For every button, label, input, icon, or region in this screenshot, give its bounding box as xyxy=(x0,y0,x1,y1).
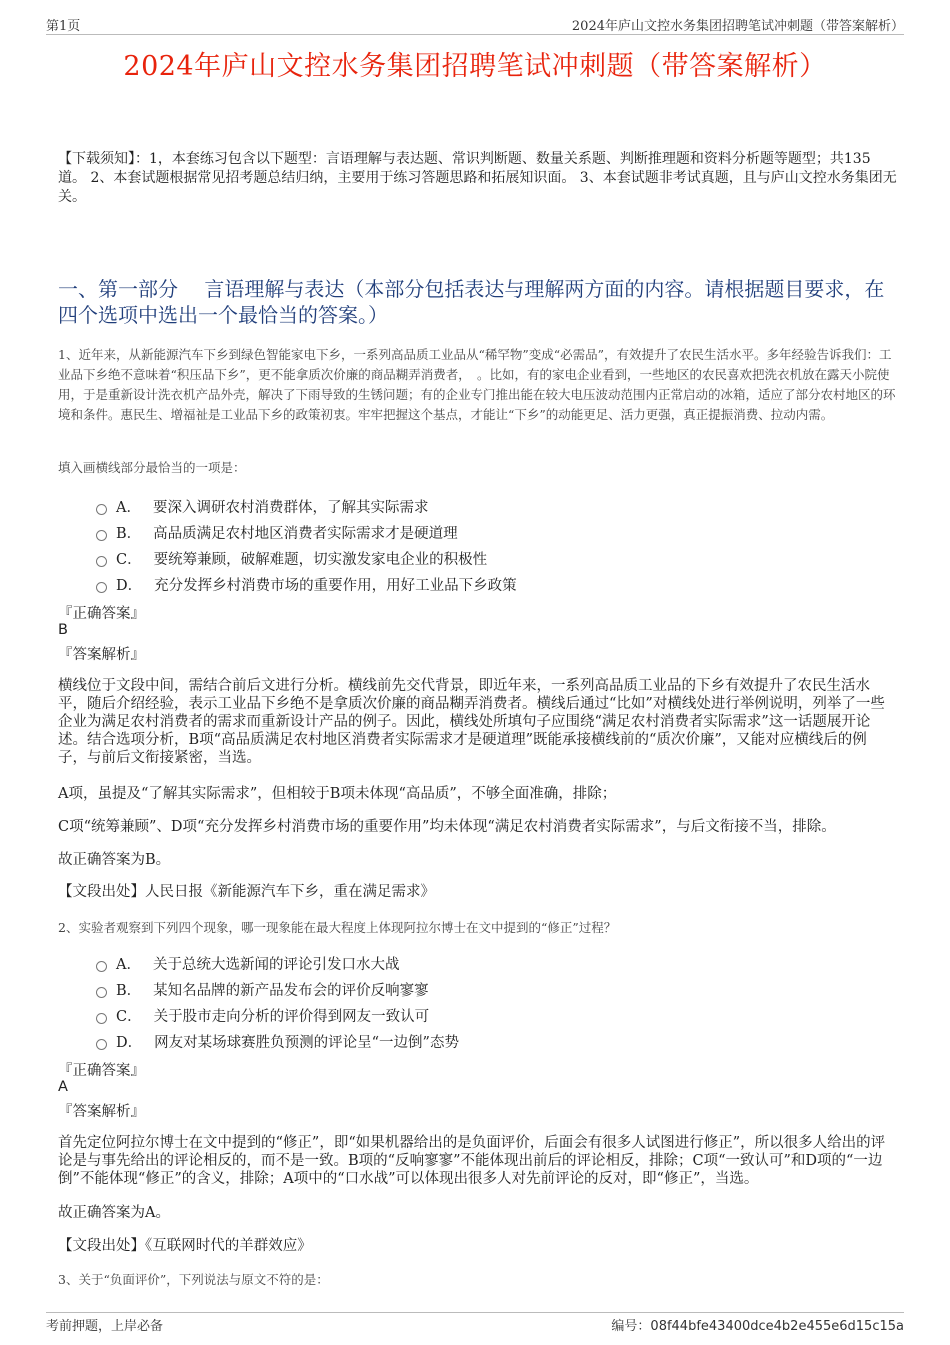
question-1-prompt: 填入画横线部分最恰当的一项是： xyxy=(58,460,246,475)
analysis-conclusion: 故正确答案为B。 xyxy=(58,852,171,868)
radio-icon[interactable] xyxy=(96,1039,107,1050)
download-notice: 【下载须知】：1，本套练习包含以下题型：言语理解与表达题、常识判断题、数量关系题、判断推理题和资料分析题等题型；共135道。 2、本套试题根据常见招考题总结归纳，主要用于练习答题思路和拓展知识面。 3、本套试题非考试真题，且与庐山文控水务集团无关。 xyxy=(58,151,897,205)
analysis-paragraph: 横线位于文段中间，需结合前后文进行分析。横线前先交代背景，即近年来，一系列高品质工业品的下乡有效提升了农民生活水平，随后介绍经验，表示工业品下乡绝不是拿质次价廉的商品糊弄消费者。横线后通过“比如”对横线处进行举例说明，列举了一些企业为满足农村消费者的需求而重新设计产品的例子。因此，横线处所填句子应围绕“满足农村消费者实际需求”这一话题展开论述。结合选项分析，B项“高品质满足农村地区消费者实际需求才是硬道理”既能承接横线前的“质次价廉”，又能对应横线后的例子，与前后文衔接紧密，当选。 xyxy=(58,678,885,766)
option-key: B． xyxy=(116,525,142,542)
analysis-paragraph: A项，虽提及“了解其实际需求”，但相较于B项未体现“高品质”，不够全面准确，排除； xyxy=(58,786,617,802)
option-text: 网友对某场球赛胜负预测的评论呈“一边倒”态势 xyxy=(154,1034,459,1051)
option-d[interactable] xyxy=(96,571,876,597)
option-a[interactable] xyxy=(96,493,876,519)
option-text: 关于总统大选新闻的评论引发口水大战 xyxy=(152,956,400,973)
page-title: 2024年庐山文控水务集团招聘笔试冲刺题（带答案解析） xyxy=(123,51,827,82)
footer-code xyxy=(611,1315,904,1334)
question-2-stem: 2、实验者观察到下列四个现象，哪一现象能在最大程度上体现阿拉尔博士在文中提到的“修正”过程？ xyxy=(58,920,617,935)
page-number: 第1页 xyxy=(46,19,81,34)
radio-icon[interactable] xyxy=(96,1013,107,1024)
source-citation: 【文段出处】《互联网时代的羊群效应》 xyxy=(58,1238,312,1254)
radio-icon[interactable] xyxy=(96,582,107,593)
correct-answer-label: 『正确答案』 xyxy=(58,1063,145,1079)
footer-code-label: 编号： xyxy=(611,1319,651,1334)
option-key: B． xyxy=(116,982,142,999)
option-a[interactable] xyxy=(96,950,876,976)
option-c[interactable] xyxy=(96,545,876,571)
correct-answer: B xyxy=(58,622,68,638)
option-text: 高品质满足农村地区消费者实际需求才是硬道理 xyxy=(153,525,458,542)
question-1-options xyxy=(96,493,876,597)
question-2-options xyxy=(96,950,876,1054)
option-b[interactable] xyxy=(96,976,876,1002)
analysis-label: 『答案解析』 xyxy=(58,1104,145,1120)
radio-icon[interactable] xyxy=(96,504,107,515)
analysis-paragraph: C项“统筹兼顾”、D项“充分发挥乡村消费市场的重要作用”均未体现“满足农村消费者实际需求”，与后文衔接不当，排除。 xyxy=(58,819,836,835)
header-doc-title: 2024年庐山文控水务集团招聘笔试冲刺题（带答案解析） xyxy=(571,19,904,34)
option-key: A． xyxy=(116,956,141,973)
page-footer xyxy=(46,1312,904,1333)
option-key: C． xyxy=(116,1008,142,1025)
footer-slogan: 考前押题，上岸必备 xyxy=(46,1319,164,1334)
radio-icon[interactable] xyxy=(96,556,107,567)
option-d[interactable] xyxy=(96,1028,876,1054)
option-c[interactable] xyxy=(96,1002,876,1028)
option-key: D． xyxy=(116,577,143,594)
correct-answer-label: 『正确答案』 xyxy=(58,606,145,622)
analysis-label: 『答案解析』 xyxy=(58,647,145,663)
radio-icon[interactable] xyxy=(96,530,107,541)
analysis-paragraph: 首先定位阿拉尔博士在文中提到的“修正”，即“如果机器给出的是负面评价，后面会有很多人试图进行修正”，所以很多人给出的评论是与事先给出的评论相反的，而不是一致。B项的“反响寥寥”不能体现出前后的评论相反，排除；C项“一致认可”和D项的“一边倒”不能体现“修正”的含义，排除；A项中的“口水战”可以体现出很多人对先前评论的反对，即“修正”，当选。 xyxy=(58,1135,886,1187)
option-text: 充分发挥乡村消费市场的重要作用，用好工业品下乡政策 xyxy=(154,577,517,594)
radio-icon[interactable] xyxy=(96,961,107,972)
question-3-stem: 3、关于“负面评价”，下列说法与原文不符的是： xyxy=(58,1272,329,1287)
option-text: 关于股市走向分析的评价得到网友一致认可 xyxy=(153,1008,430,1025)
option-key: C． xyxy=(116,551,142,568)
analysis-conclusion: 故正确答案为A。 xyxy=(58,1205,170,1221)
section-heading: 一、第一部分 言语理解与表达（本部分包括表达与理解两方面的内容。请根据题目要求，在四个选项中选出一个最恰当的答案。） xyxy=(58,277,885,327)
page-header xyxy=(46,14,904,35)
option-text: 要统筹兼顾，破解难题，切实激发家电企业的积极性 xyxy=(153,551,488,568)
option-key: D． xyxy=(116,1034,143,1051)
footer-code-value: 08f44bfe43400dce4b2e455e6d15c15a xyxy=(650,1319,904,1334)
source-citation: 【文段出处】人民日报《新能源汽车下乡，重在满足需求》 xyxy=(58,884,435,900)
option-key: A． xyxy=(116,499,141,516)
option-b[interactable] xyxy=(96,519,876,545)
option-text: 要深入调研农村消费群体，了解其实际需求 xyxy=(152,499,429,516)
radio-icon[interactable] xyxy=(96,987,107,998)
correct-answer: A xyxy=(58,1079,68,1095)
option-text: 某知名品牌的新产品发布会的评价反响寥寥 xyxy=(153,982,429,999)
question-1-stem: 1、近年来，从新能源汽车下乡到绿色智能家电下乡，一系列高品质工业品从“稀罕物”变成“必需品”，有效提升了农民生活水平。多年经验告诉我们：工业品下乡绝不意味着“积压品下乡”，更不能拿质次价廉的商品糊弄消费者， 。比如，有的家电企业看到，一些地区的农民喜欢把洗衣机放在露天小院使用，于是重新设计洗衣机产品外壳，解决了下雨导致的生锈问题；有的企业专门推出能在较大电压波动范围内正常启动的冰箱，适应了部分农村地区的环境和条件。惠民生、增福祉是工业品下乡的政策初衷。牢牢把握这个基点，才能让“下乡”的动能更足、活力更强，真正提振消费、拉动内需。 xyxy=(58,347,896,422)
